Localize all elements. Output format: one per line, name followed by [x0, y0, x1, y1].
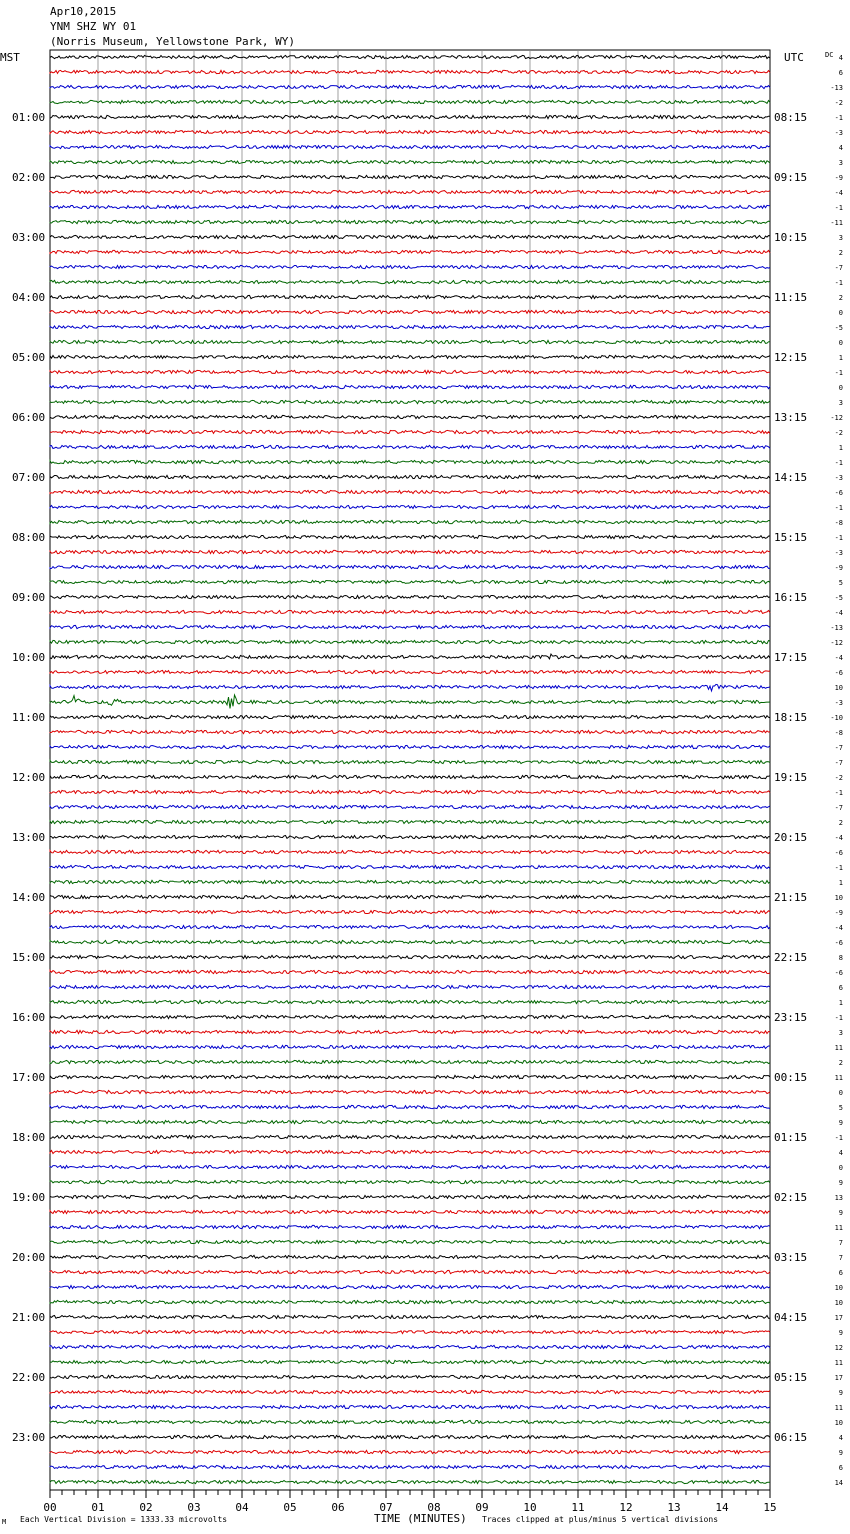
- seismic-trace: [50, 940, 770, 943]
- mst-hour-labels: [12, 111, 45, 1444]
- seismic-trace: [50, 1120, 770, 1123]
- dc-offset-value: -3: [834, 549, 843, 557]
- dc-offset-value: 1: [838, 444, 843, 452]
- dc-offset-value: 6: [838, 69, 843, 77]
- dc-offset-value: 7: [838, 1254, 843, 1262]
- seismic-trace: [50, 1225, 770, 1228]
- mst-label: MST: [0, 51, 20, 64]
- utc-hour-label: 19:15: [774, 771, 808, 784]
- mst-hour-label: 16:00: [12, 1011, 46, 1024]
- dc-offset-value: 5: [838, 1104, 843, 1112]
- dc-offset-value: 5: [838, 579, 843, 587]
- seismic-trace: [50, 745, 770, 748]
- dc-offset-labels: [830, 54, 843, 1487]
- mst-hour-label: 03:00: [12, 231, 46, 244]
- x-tick-label: 14: [715, 1501, 729, 1514]
- seismic-trace: [50, 1330, 770, 1333]
- dc-offset-value: -13: [830, 84, 843, 92]
- mst-hour-label: 20:00: [12, 1251, 46, 1264]
- mst-hour-label: 21:00: [12, 1311, 46, 1324]
- dc-offset-value: 17: [834, 1374, 843, 1382]
- dc-offset-value: 10: [834, 1419, 843, 1427]
- dc-offset-value: -1: [834, 279, 843, 287]
- seismic-trace: [50, 820, 770, 823]
- dc-offset-value: -6: [834, 669, 843, 677]
- seismic-trace: [50, 460, 770, 463]
- dc-offset-value: 1: [838, 879, 843, 887]
- x-axis: [43, 1490, 776, 1514]
- seismic-trace: [50, 1300, 770, 1303]
- seismic-trace: [50, 1030, 770, 1033]
- clip-note: Traces clipped at plus/minus 5 vertical divisions: [482, 1515, 719, 1524]
- seismic-trace: [50, 325, 770, 328]
- x-tick-label: 00: [43, 1501, 57, 1514]
- seismic-trace: [50, 1420, 770, 1423]
- mst-hour-label: 06:00: [12, 411, 46, 424]
- seismic-trace: [50, 550, 770, 553]
- dc-offset-value: -7: [834, 264, 843, 272]
- x-tick-label: 05: [283, 1501, 297, 1514]
- x-tick-label: 06: [331, 1501, 345, 1514]
- seismic-trace: [50, 1015, 770, 1018]
- dc-offset-value: -1: [834, 1014, 843, 1022]
- utc-hour-label: 05:15: [774, 1371, 808, 1384]
- seismic-trace: [50, 280, 770, 283]
- dc-offset-value: -2: [834, 429, 843, 437]
- utc-hour-label: 08:15: [774, 111, 808, 124]
- dc-offset-value: 9: [838, 1209, 843, 1217]
- dc-offset-value: -8: [834, 519, 843, 527]
- utc-hour-label: 03:15: [774, 1251, 808, 1264]
- dc-offset-value: 11: [834, 1074, 843, 1082]
- seismic-trace: [50, 880, 770, 883]
- x-tick-label: 12: [619, 1501, 633, 1514]
- seismic-trace: [50, 475, 770, 478]
- utc-hour-label: 17:15: [774, 651, 808, 664]
- dc-offset-value: 4: [838, 144, 843, 152]
- seismic-trace: [50, 625, 770, 628]
- dc-offset-value: 10: [834, 1299, 843, 1307]
- seismic-trace: [50, 340, 770, 343]
- dc-offset-value: -7: [834, 804, 843, 812]
- mst-hour-label: 11:00: [12, 711, 46, 724]
- x-tick-label: 13: [667, 1501, 681, 1514]
- dc-offset-value: -4: [834, 834, 843, 842]
- x-tick-label: 09: [475, 1501, 489, 1514]
- utc-hour-label: 22:15: [774, 951, 808, 964]
- mst-hour-label: 08:00: [12, 531, 46, 544]
- dc-offset-value: 9: [838, 1119, 843, 1127]
- dc-offset-value: 11: [834, 1404, 843, 1412]
- dc-offset-value: 0: [838, 384, 843, 392]
- utc-hour-label: 11:15: [774, 291, 808, 304]
- mst-hour-label: 14:00: [12, 891, 46, 904]
- seismic-trace: [50, 955, 770, 958]
- seismic-trace: [50, 985, 770, 988]
- seismic-trace: [50, 1285, 770, 1288]
- dc-offset-value: 10: [834, 894, 843, 902]
- seismic-trace: [50, 220, 770, 223]
- seismic-trace: [50, 130, 770, 133]
- mst-hour-label: 19:00: [12, 1191, 46, 1204]
- dc-offset-value: 2: [838, 819, 843, 827]
- seismic-trace: [50, 490, 770, 493]
- seismic-trace: [50, 640, 770, 643]
- x-tick-label: 03: [187, 1501, 201, 1514]
- seismogram-traces: [50, 55, 770, 1483]
- seismic-trace: [50, 610, 770, 613]
- mst-hour-label: 05:00: [12, 351, 46, 364]
- utc-hour-label: 13:15: [774, 411, 808, 424]
- plot-station: YNM SHZ WY 01: [50, 20, 137, 33]
- dc-offset-value: -7: [834, 759, 843, 767]
- dc-offset-value: 0: [838, 1164, 843, 1172]
- dc-offset-value: -4: [834, 189, 843, 197]
- x-axis-label: TIME (MINUTES): [374, 1512, 467, 1525]
- dc-offset-value: 6: [838, 984, 843, 992]
- seismic-trace: [50, 520, 770, 523]
- seismic-trace: [50, 1135, 770, 1138]
- dc-offset-value: 6: [838, 1269, 843, 1277]
- seismic-trace: [50, 730, 770, 733]
- seismic-trace: [50, 1345, 770, 1348]
- seismic-trace: [50, 430, 770, 433]
- seismic-trace: [50, 1375, 770, 1378]
- seismic-trace: [50, 250, 770, 253]
- dc-offset-value: -1: [834, 204, 843, 212]
- dc-offset-value: 14: [834, 1479, 843, 1487]
- seismic-trace: [50, 970, 770, 973]
- mst-hour-label: 17:00: [12, 1071, 46, 1084]
- dc-offset-value: 1: [838, 999, 843, 1007]
- dc-offset-value: 17: [834, 1314, 843, 1322]
- dc-offset-value: -3: [834, 474, 843, 482]
- seismic-trace: [50, 925, 770, 928]
- utc-hour-label: 10:15: [774, 231, 808, 244]
- utc-hour-label: 21:15: [774, 891, 808, 904]
- seismic-trace: [50, 1240, 770, 1243]
- seismic-trace: [50, 1045, 770, 1048]
- dc-label: DC: [825, 51, 834, 59]
- dc-offset-value: -12: [830, 414, 843, 422]
- dc-offset-value: 0: [838, 1089, 843, 1097]
- seismic-trace: [50, 775, 770, 778]
- seismic-trace: [50, 535, 770, 538]
- dc-offset-value: -13: [830, 624, 843, 632]
- seismic-trace: [50, 1090, 770, 1093]
- dc-offset-value: -6: [834, 489, 843, 497]
- seismic-trace: [50, 580, 770, 583]
- seismic-trace: [50, 145, 770, 148]
- seismic-trace: [50, 115, 770, 118]
- seismic-trace: [50, 910, 770, 913]
- mst-hour-label: 07:00: [12, 471, 46, 484]
- dc-offset-value: 4: [838, 1434, 843, 1442]
- mst-hour-label: 09:00: [12, 591, 46, 604]
- seismic-trace: [50, 415, 770, 418]
- seismic-trace: [50, 370, 770, 373]
- dc-offset-value: 8: [838, 954, 843, 962]
- seismic-trace: [50, 55, 770, 58]
- seismic-trace: [50, 1075, 770, 1078]
- seismic-trace: [50, 1315, 770, 1318]
- seismic-trace: [50, 295, 770, 298]
- x-tick-label: 11: [571, 1501, 585, 1514]
- scale-note: Each Vertical Division = 1333.33 microvolts: [20, 1515, 228, 1524]
- seismic-trace: [50, 160, 770, 163]
- utc-hour-label: 06:15: [774, 1431, 808, 1444]
- seismic-trace: [50, 100, 770, 103]
- utc-hour-label: 20:15: [774, 831, 808, 844]
- seismic-trace: [50, 1270, 770, 1273]
- mst-hour-label: 02:00: [12, 171, 46, 184]
- seismic-trace: [50, 1255, 770, 1258]
- dc-offset-value: 11: [834, 1224, 843, 1232]
- dc-offset-value: 3: [838, 159, 843, 167]
- seismic-trace: [50, 595, 770, 598]
- dc-offset-value: -1: [834, 864, 843, 872]
- seismic-trace: [50, 1210, 770, 1213]
- utc-hour-label: 18:15: [774, 711, 808, 724]
- dc-offset-value: -4: [834, 609, 843, 617]
- dc-offset-value: 12: [834, 1344, 843, 1352]
- seismic-trace: [50, 355, 770, 358]
- x-tick-label: 02: [139, 1501, 153, 1514]
- seismic-trace: [50, 1405, 770, 1408]
- dc-offset-value: 9: [838, 1179, 843, 1187]
- dc-offset-value: -1: [834, 369, 843, 377]
- seismic-trace: [50, 654, 770, 659]
- mst-hour-label: 23:00: [12, 1431, 46, 1444]
- dc-offset-value: -6: [834, 849, 843, 857]
- dc-offset-value: 7: [838, 1239, 843, 1247]
- dc-offset-value: -6: [834, 939, 843, 947]
- utc-hour-label: 12:15: [774, 351, 808, 364]
- dc-offset-value: -1: [834, 789, 843, 797]
- seismic-trace: [50, 400, 770, 403]
- x-tick-label: 08: [427, 1501, 441, 1514]
- dc-offset-value: -2: [834, 99, 843, 107]
- dc-offset-value: 13: [834, 1194, 843, 1202]
- dc-offset-value: -6: [834, 969, 843, 977]
- seismic-trace: [50, 1360, 770, 1363]
- seismic-trace: [50, 1195, 770, 1198]
- dc-offset-value: 11: [834, 1044, 843, 1052]
- dc-offset-value: -12: [830, 639, 843, 647]
- seismic-trace: [50, 895, 770, 898]
- utc-hour-label: 02:15: [774, 1191, 808, 1204]
- dc-offset-value: 3: [838, 399, 843, 407]
- seismic-trace: [50, 1105, 770, 1108]
- dc-offset-value: -3: [834, 699, 843, 707]
- dc-offset-value: 3: [838, 1029, 843, 1037]
- dc-offset-value: -1: [834, 504, 843, 512]
- seismic-trace: [50, 670, 770, 673]
- utc-hour-label: 23:15: [774, 1011, 808, 1024]
- dc-offset-value: -9: [834, 909, 843, 917]
- dc-offset-value: 1: [838, 354, 843, 362]
- seismic-trace: [50, 445, 770, 448]
- dc-offset-value: -9: [834, 174, 843, 182]
- dc-offset-value: 2: [838, 249, 843, 257]
- seismic-trace: [50, 70, 770, 73]
- dc-offset-value: -1: [834, 114, 843, 122]
- seismic-trace: [50, 835, 770, 838]
- mst-hour-label: 12:00: [12, 771, 46, 784]
- seismic-trace: [50, 1450, 770, 1453]
- dc-offset-value: 3: [838, 234, 843, 242]
- dc-offset-value: 2: [838, 1059, 843, 1067]
- dc-offset-value: -1: [834, 1134, 843, 1142]
- seismic-trace: [50, 1000, 770, 1003]
- mst-hour-label: 22:00: [12, 1371, 46, 1384]
- utc-hour-label: 16:15: [774, 591, 808, 604]
- dc-offset-value: -10: [830, 714, 843, 722]
- utc-hour-label: 04:15: [774, 1311, 808, 1324]
- seismic-trace: [50, 205, 770, 208]
- seismic-trace: [50, 265, 770, 268]
- dc-offset-value: 9: [838, 1389, 843, 1397]
- seismic-trace: [50, 865, 770, 868]
- dc-offset-value: -7: [834, 744, 843, 752]
- mst-hour-label: 01:00: [12, 111, 46, 124]
- seismic-trace: [50, 695, 770, 708]
- seismic-trace: [50, 565, 770, 568]
- dc-offset-value: -4: [834, 654, 843, 662]
- x-tick-label: 07: [379, 1501, 393, 1514]
- mst-hour-label: 18:00: [12, 1131, 46, 1144]
- mst-hour-label: 15:00: [12, 951, 46, 964]
- seismic-trace: [50, 1150, 770, 1153]
- dc-offset-value: -1: [834, 459, 843, 467]
- seismic-trace: [50, 1465, 770, 1468]
- corner-mark: M: [2, 1518, 7, 1526]
- x-tick-label: 01: [91, 1501, 105, 1514]
- seismic-trace: [50, 1435, 770, 1438]
- dc-offset-value: 10: [834, 1284, 843, 1292]
- x-tick-label: 04: [235, 1501, 249, 1514]
- seismic-trace: [50, 235, 770, 238]
- mst-hour-label: 13:00: [12, 831, 46, 844]
- seismic-trace: [50, 1390, 770, 1393]
- mst-hour-label: 10:00: [12, 651, 46, 664]
- seismic-trace: [50, 310, 770, 313]
- seismic-trace: [50, 790, 770, 793]
- seismic-trace: [50, 850, 770, 853]
- dc-offset-value: -1: [834, 534, 843, 542]
- utc-hour-label: 15:15: [774, 531, 808, 544]
- dc-offset-value: -8: [834, 729, 843, 737]
- dc-offset-value: 4: [838, 54, 843, 62]
- utc-hour-labels: [774, 111, 807, 1444]
- dc-offset-value: 0: [838, 309, 843, 317]
- x-tick-label: 15: [763, 1501, 777, 1514]
- seismic-trace: [50, 684, 770, 691]
- seismic-trace: [50, 175, 770, 178]
- dc-offset-value: -5: [834, 594, 843, 602]
- dc-offset-value: -3: [834, 129, 843, 137]
- mst-hour-label: 04:00: [12, 291, 46, 304]
- utc-hour-label: 00:15: [774, 1071, 808, 1084]
- dc-offset-value: -11: [830, 219, 843, 227]
- dc-offset-value: -5: [834, 324, 843, 332]
- dc-offset-value: 4: [838, 1149, 843, 1157]
- seismic-trace: [50, 1180, 770, 1183]
- plot-date: Apr10,2015: [50, 5, 117, 18]
- seismic-trace: [50, 190, 770, 193]
- dc-offset-value: -9: [834, 564, 843, 572]
- dc-offset-value: -4: [834, 924, 843, 932]
- seismic-trace: [50, 1480, 770, 1483]
- seismic-trace: [50, 715, 770, 718]
- dc-offset-value: 11: [834, 1359, 843, 1367]
- utc-hour-label: 01:15: [774, 1131, 808, 1144]
- dc-offset-value: 6: [838, 1464, 843, 1472]
- seismic-trace: [50, 805, 770, 808]
- seismic-trace: [50, 505, 770, 508]
- seismic-trace: [50, 385, 770, 388]
- dc-offset-value: -2: [834, 774, 843, 782]
- plot-location: (Norris Museum, Yellowstone Park, WY): [50, 35, 296, 48]
- utc-label: UTC: [784, 51, 804, 64]
- utc-hour-label: 09:15: [774, 171, 808, 184]
- utc-hour-label: 14:15: [774, 471, 808, 484]
- dc-offset-value: 0: [838, 339, 843, 347]
- seismic-trace: [50, 85, 770, 88]
- seismic-trace: [50, 1060, 770, 1063]
- dc-offset-value: 9: [838, 1329, 843, 1337]
- seismic-trace: [50, 760, 770, 763]
- seismic-trace: [50, 1165, 770, 1168]
- dc-offset-value: 2: [838, 294, 843, 302]
- dc-offset-value: 9: [838, 1449, 843, 1457]
- x-tick-label: 10: [523, 1501, 537, 1514]
- dc-offset-value: 10: [834, 684, 843, 692]
